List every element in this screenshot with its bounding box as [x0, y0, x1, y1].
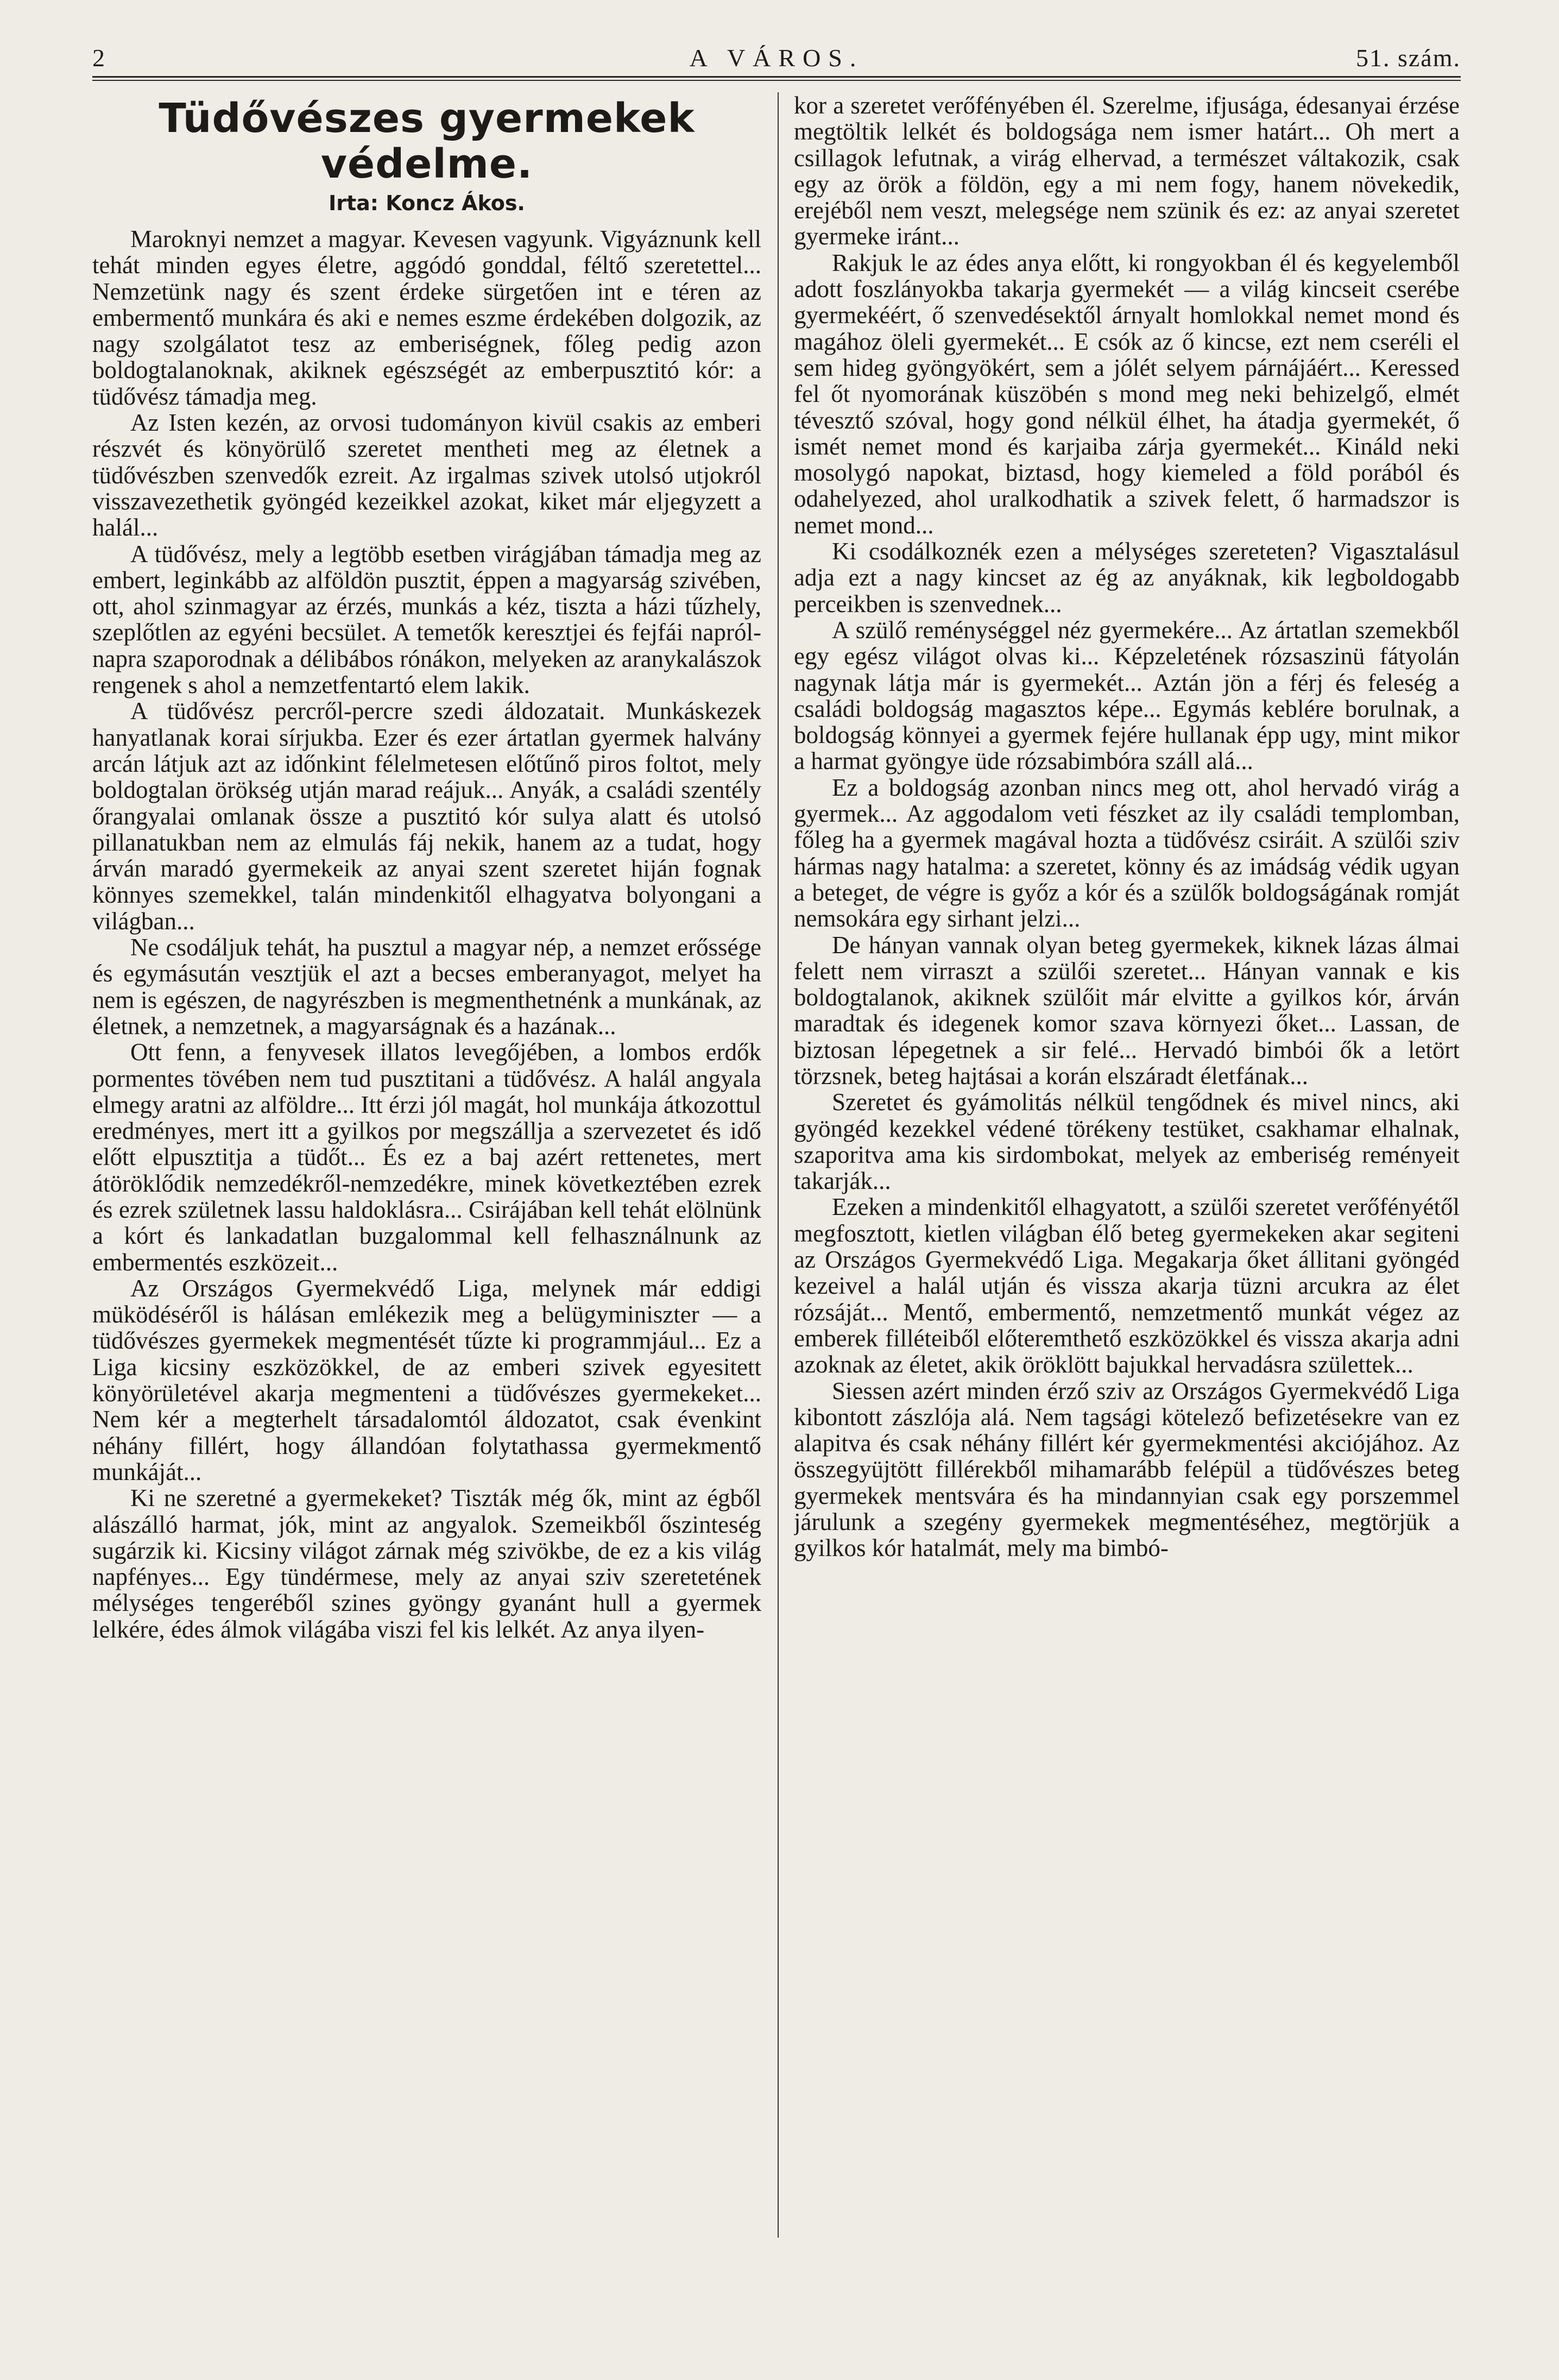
paragraph: Ki ne szeretné a gyermekeket? Tiszták még ők, mint az égből alászálló harmat, jók, mint az angyalok. Szemeikből őszinteség sugárzik ki. Kicsiny világot zárnak még szivökbe, de ez a kis világ napfényes... Egy tündérmese, mely az anyai sziv szeretetének mélységes tengeréből szines gyöngy gyanánt hull a gyermek lelkére, édes álmok világába viszi fel kis lelkét. Az anya ilyen-: [92, 1484, 761, 1643]
page-header: [92, 38, 1461, 76]
paragraph: kor a szeretet verőfényében él. Szerelme, ifjusága, édesanyai érzése megtöltik lelkét és boldogsága nem ismer határt... Oh mert a csillagok lefutnak, a virág elhervad, a természet váltakozik, csak egy az örök a földön, egy a mi nem fogy, hanem növekedik, erejéből nem veszt, melegsége nem szünik és ez: az anyai szeretet gyermeke iránt...: [794, 92, 1460, 250]
header-rule: [92, 76, 1461, 78]
issue-number: 51. szám.: [1355, 44, 1461, 72]
paragraph: Az Isten kezén, az orvosi tudományon kivül csakis az emberi részvét és könyörülő szeretet mentheti meg az életnek a tüdővészben szenvedők ezreit. Az irgalmas szivek utolsó utjokról visszavezethetik gyöngéd kezeikkel azokat, kiket már eljegyzett a halál...: [92, 409, 761, 542]
paragraph: Siessen azért minden érző sziv az Országos Gyermekvédő Liga kibontott zászlója alá. Nem tagsági kötelező befizetésekre van ez alapitva és csak néhány fillért kér gyermekmentési akciójához. Az összegyüjtött fillérekből mihamarább felépül a tüdővészes beteg gyermekek mentsvára és ha mindannyian csak egy porszemmel járulunk a szegény gyermekek megmentéséhez, megtörjük a gyilkos kór hatalmát, mely ma bimbó-: [794, 1377, 1460, 1562]
paragraph: Rakjuk le az édes anya előtt, ki rongyokban él és kegyelemből adott foszlányokba takarja gyermekét — a világ kincseit cserébe gyermekéért, ő szenvedésektől árnyalt homlokkal nemet mond és magához öleli gyermekét... E csók az ő kincse, ezt nem cseréli el sem hideg gyöngyökért, sem a jólét selyem párnájáért... Keressed fel őt nyomorának küszöbén s mond meg neki behizelgő, elmét tévesztő szóval, hogy gond nélkül élhet, ha átadja gyermekét, ő ismét nemet mond és karjaiba zárja gyermekét... Kináld neki mosolygó napokat, biztasd, hogy kiemeled a föld porából és odahelyezed, ahol uralkodhatik a szivek felett, ő harmadszor is nemet mond...: [794, 249, 1460, 539]
paragraph: Ez a boldogság azonban nincs meg ott, ahol hervadó virág a gyermek... Az aggodalom veti fészket az ily családi templomban, főleg ha a gyermek magával hozta a tüdővész csiráit. A szülői sziv hármas nagy hatalma: a szeretet, könny és az imádság védik ugyan a beteget, de végre is győz a kór és a szülők boldogságának romját nemsokára egy sirhant jelzi...: [794, 773, 1460, 933]
article-title: Tüdővészes gyermekek védelme.: [159, 95, 695, 187]
article-byline: Irta: Koncz Ákos.: [329, 191, 525, 215]
paragraph: A tüdővész, mely a legtöbb esetben virágjában támadja meg az embert, leginkább az alföldön pusztit, éppen a magyarság szivében, ott, ahol szinmagyar az érzés, munkás a kéz, tiszta a házi tűzhely, szeplőtlen az egyéni becsület. A temetők keresztjei és fejfái napról-napra szaporodnak a délibábos rónákon, melyeken az aranykalászok rengenek s ahol a nemzetfentartó elem lakik.: [92, 540, 761, 699]
paragraph: A tüdővész percről-percre szedi áldozatait. Munkáskezek hanyatlanak korai sírjukba. Ezer és ezer ártatlan gyermek halvány arcán látjuk azt az időnkint félelmetesen előtűnő piros foltot, mely boldogtalan örökség utján marad reájuk... Anyák, a családi szentély őrangyalai omlanak össze a pusztitó kór sulya alatt és utolsó pillanatukban nem az elmulás fáj nekik, hanem az a tudat, hogy árván maradó gyermekeik az anyai szent szeretet hiján fognak könnyes szemekkel, talán mindenkitől elhagyatva bolyongani a világban...: [92, 697, 761, 935]
page-number: 2: [92, 44, 106, 72]
paragraph: De hányan vannak olyan beteg gyermekek, kiknek lázas álmai felett nem virraszt a szülői szeretet... Hányan vannak e kis boldogtalanok, akiknek szülőit már elvitte a gyilkos kór, árván maradtak és idegenek komor szava környezi őket... Lassan, de biztosan lépegetnek a sir felé... Hervadó bimbói ők a letört törzsnek, beteg hajtásai a korán elszáradt életfának...: [794, 931, 1460, 1090]
paragraph: Ezeken a mindenkitől elhagyatott, a szülői szeretet verőfényétől megfosztott, kietlen világban élő beteg gyermekeken akar segiteni az Országos Gyermekvédő Liga. Megakarja őket állitani gyöngéd kezeivel a halál utján és vissza akarja tüzni arcukra az élet rózsáját... Mentő, embermentő, nemzetmentő munkát végez az emberek filléteiből előteremthető eszközökkel és vissza akarja adni azoknak az életet, akik öröklött bajukkal hervadásra születtek...: [794, 1193, 1460, 1378]
paragraph: Szeretet és gyámolitás nélkül tengődnek és mivel nincs, aki gyöngéd kezekkel védené törékeny testüket, csakhamar elhalnak, szaporitva ama kis sirdombokat, melyek az emberiség reményeit takarják...: [794, 1088, 1460, 1195]
publication-title: A VÁROS.: [689, 44, 864, 72]
paragraph: Az Országos Gyermekvédő Liga, melynek már eddigi müködéséről is hálásan emlékezik meg a belügyminiszter — a tüdővészes gyermekek megmentését tűzte ki programmjául... Ez a Liga kicsiny eszközökkel, de az emberi szivek egyesitett könyörületével akarja megmenteni a tüdővészes gyermekeket... Nem kér a megterhelt társadalomtól áldozatot, csak évenkint néhány fillért, hogy állandóan folytathassa gyermekmentő munkáját...: [92, 1274, 761, 1485]
paragraph: Ott fenn, a fenyvesek illatos levegőjében, a lombos erdők pormentes tövében nem tud pusztitani a tüdővész. A halál angyala elmegy aratni az alföldre... Itt érzi jól magát, hol munkája átkozottul eredményes, mert itt a gyilkos por megszállja a szervezetet és idő előtt elpusztitja a tüdőt... És ez a baj azért rettenetes, mert átöröklődik nemzedékről-nemzedékre, minek következtében ezrek és ezrek születnek lassu haldoklásra... Csirájában kell tehát elölnünk a kórt és lankadatlan buzgalommal kell felhasználnunk az embermentés eszközeit...: [92, 1038, 761, 1276]
paragraph: A szülő reménységgel néz gyermekére... Az ártatlan szemekből egy egész világot olvas ki... Képzeletének rózsaszinü fátyolán nagynak látja már is gyermekét... Aztán jön a férj és feleség a családi boldogság magasztos képe... Egymás keblére borulnak, a boldogság könnyei a gyermek fejére hullanak épp ugy, mint mikor a harmat gyöngye üde rózsabimbóra száll alá...: [794, 616, 1460, 775]
column-divider: [778, 92, 779, 2238]
header-rule-secondary: [92, 80, 1461, 81]
paragraph: Maroknyi nemzet a magyar. Kevesen vagyunk. Vigyáznunk kell tehát minden egyes életre, aggódó gonddal, féltő szeretettel... Nemzetünk nagy és szent érdeke sürgetően int e téren az embermentő munkára és aki e nemes eszme érdekében dolgozik, az nagy szolgálatot tesz az emberiségnek, főleg pedig azon boldogtalanoknak, akiknek egészségét az emberpusztitó kór: a tüdővész támadja meg.: [92, 225, 761, 410]
paragraph: Ki csodálkoznék ezen a mélységes szereteten? Vigasztalásul adja ezt a nagy kincset az ég az anyáknak, kik legboldogabb perceikben is szenvednek...: [794, 538, 1460, 618]
paragraph: Ne csodáljuk tehát, ha pusztul a magyar nép, a nemzet erőssége és egymásután vesztjük el azt a becses emberanyagot, melyet ha nem is egészen, de nagyrészben is megmenthetnénk a munkának, az életnek, a nemzetnek, a magyarságnak és a hazának...: [92, 934, 761, 1040]
left-column: [92, 92, 761, 2265]
right-column: [794, 92, 1460, 2265]
